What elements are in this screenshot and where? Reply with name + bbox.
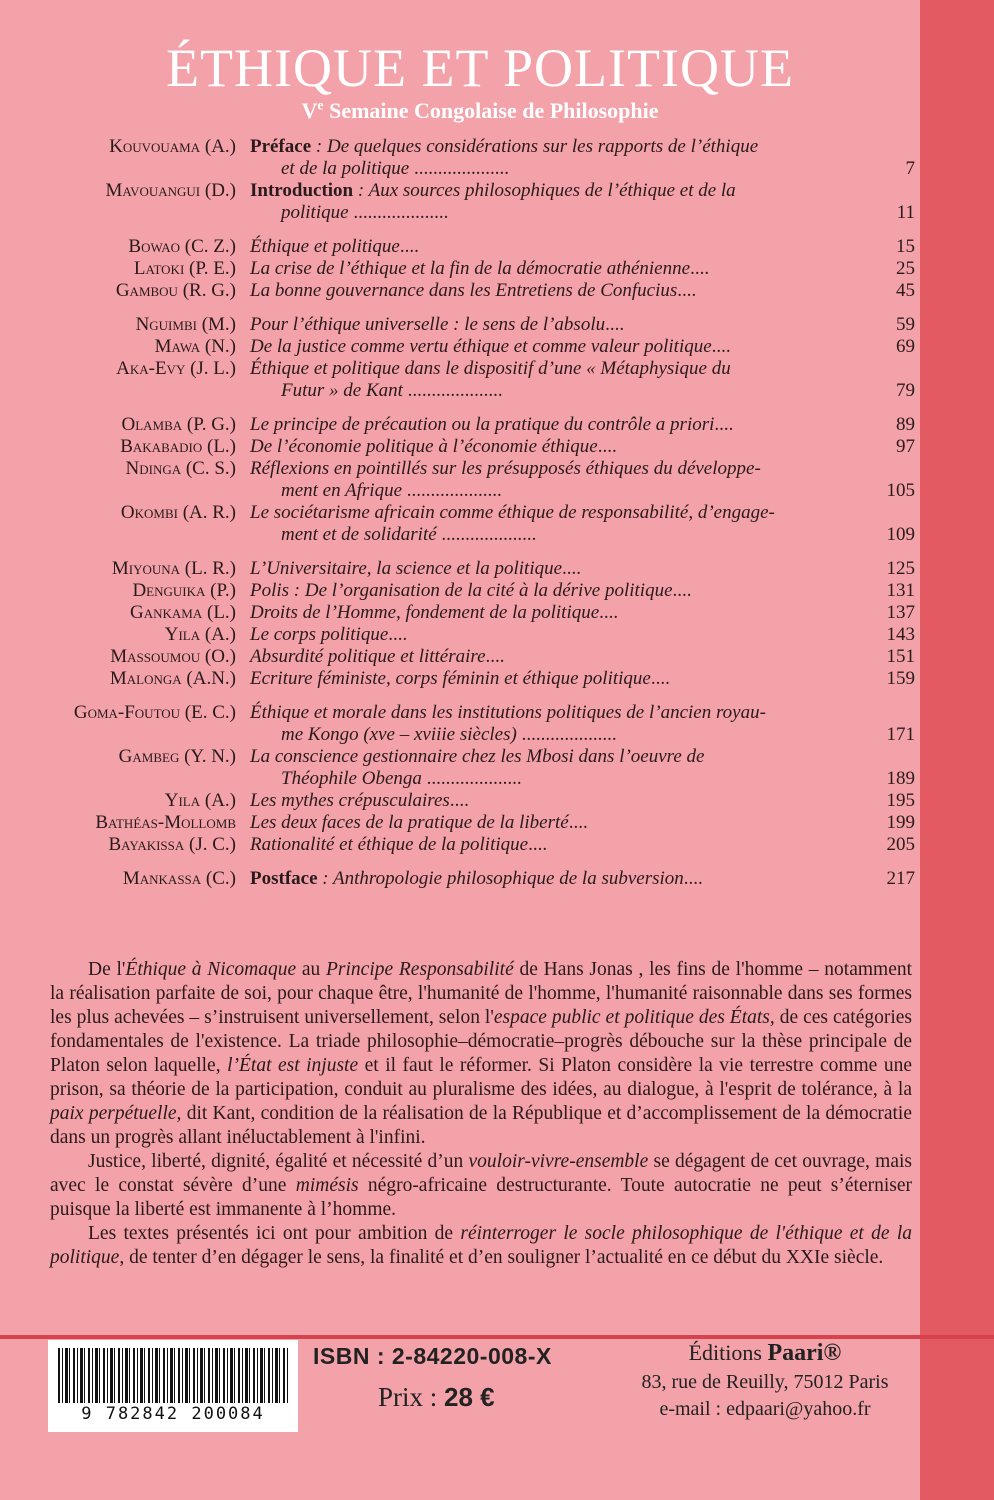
toc-page-number: 7 xyxy=(905,158,915,179)
toc-title: De l’économie politique à l’économie éthique.... xyxy=(250,436,617,457)
toc-page-number: 125 xyxy=(886,558,915,579)
toc-entry xyxy=(0,868,915,890)
toc-page-number: 11 xyxy=(896,202,915,223)
toc-title: L’Universitaire, la science et la politique.... xyxy=(250,558,582,579)
toc-author: Gambeg (Y. N.) xyxy=(118,746,236,767)
toc-author: Malonga (A.N.) xyxy=(109,668,236,689)
header xyxy=(0,40,960,124)
toc-author: Ndinga (C. S.) xyxy=(125,458,236,479)
toc-entry xyxy=(0,136,915,180)
toc-title: Pour l’éthique universelle : le sens de l’absolu.... xyxy=(250,314,625,335)
toc-title: Réflexions en pointillés sur les présupposés éthiques du développe- ment en Afrique .................... xyxy=(250,458,761,501)
toc-page-number: 171 xyxy=(886,724,915,745)
toc-entry xyxy=(0,414,915,436)
back-cover-text xyxy=(50,958,912,1270)
toc-author: Massoumou (O.) xyxy=(110,646,236,667)
toc-gap xyxy=(0,546,915,558)
toc-author: Yila (A.) xyxy=(164,790,236,811)
toc-author: Mavouangui (D.) xyxy=(105,180,236,201)
toc-entry xyxy=(0,502,915,546)
toc-title: Polis : De l’organisation de la cité à la dérive politique.... xyxy=(250,580,692,601)
toc-page-number: 89 xyxy=(896,414,915,435)
toc-author: Gambou (R. G.) xyxy=(115,280,236,301)
toc-title: Le sociétarisme africain comme éthique de responsabilité, d’engage- ment et de solidarité .................... xyxy=(250,502,775,545)
toc-entry xyxy=(0,458,915,502)
toc-page-number: 105 xyxy=(886,480,915,501)
toc-title: Postface : Anthropologie philosophique de la subversion.... xyxy=(250,868,703,889)
barcode xyxy=(48,1340,298,1432)
toc-page-number: 97 xyxy=(896,436,915,457)
toc-entry xyxy=(0,236,915,258)
paragraph-3: Les textes présentés ici ont pour ambition de réinterroger le socle philosophique de l'éthique et de la politique, de tenter d’en dégager le sens, la finalité et d’en souligner l’actualité en ce début du XXIe siècle. xyxy=(50,1223,912,1268)
toc-entry xyxy=(0,580,915,602)
toc-title: La crise de l’éthique et la fin de la démocratie athénienne.... xyxy=(250,258,710,279)
barcode-number: 9 782842 200084 xyxy=(81,1404,265,1424)
toc-page-number: 195 xyxy=(886,790,915,811)
price: Prix : 28 € xyxy=(378,1382,495,1412)
toc-entry xyxy=(0,258,915,280)
toc-page-number: 131 xyxy=(886,580,915,601)
toc-title: Le principe de précaution ou la pratique du contrôle a priori.... xyxy=(250,414,734,435)
toc-entry xyxy=(0,336,915,358)
toc-entry xyxy=(0,790,915,812)
toc-page-number: 137 xyxy=(886,602,915,623)
toc-title: Introduction : Aux sources philosophiques de l’éthique et de la politique .................... xyxy=(250,180,736,223)
toc-gap xyxy=(0,690,915,702)
barcode-bars xyxy=(58,1348,290,1403)
toc-author: Yila (A.) xyxy=(164,624,236,645)
paragraph-2: Justice, liberté, dignité, égalité et nécessité d’un vouloir-vivre-ensemble se dégagent de cet ouvrage, mais avec le constat sévère d’une mimésis négro-africaine destructurante. Toute autocratie ne peut s’éterniser puisque la liberté est immanente à l’homme. xyxy=(50,1151,913,1220)
toc-author: Latoki (P. E.) xyxy=(133,258,236,279)
toc-page-number: 45 xyxy=(896,280,915,301)
toc-entry xyxy=(0,812,915,834)
toc-title: Éthique et politique.... xyxy=(250,236,419,257)
subtitle-roman: V xyxy=(301,98,318,123)
toc-title: Éthique et politique dans le dispositif d’une « Métaphysique du Futur » de Kant .................... xyxy=(250,358,731,401)
toc-author: Olamba (P. G.) xyxy=(121,414,236,435)
toc-author: Aka-Evy (J. L.) xyxy=(116,358,236,379)
toc-author: Goma-Foutou (E. C.) xyxy=(73,702,236,723)
toc-author: Mawa (N.) xyxy=(154,336,236,357)
toc-title: De la justice comme vertu éthique et comme valeur politique.... xyxy=(250,336,731,357)
publisher-email: e-mail : edpaari@yahoo.fr xyxy=(659,1398,871,1420)
spine-band xyxy=(920,0,994,1500)
toc-title: Éthique et morale dans les institutions politiques de l’ancien royau- me Kongo (xve – xviiie siècles) .................... xyxy=(250,702,766,745)
subtitle-sup: e xyxy=(317,98,324,114)
subtitle-text: Semaine Congolaise de Philosophie xyxy=(329,98,659,123)
toc-page-number: 199 xyxy=(886,812,915,833)
toc-entry xyxy=(0,314,915,336)
toc-page-number: 59 xyxy=(896,314,915,335)
toc-page-number: 15 xyxy=(896,236,915,257)
toc-title: Les deux faces de la pratique de la liberté.... xyxy=(250,812,588,833)
toc-entry xyxy=(0,436,915,458)
publisher-address: 83, rue de Reuilly, 75012 Paris xyxy=(641,1371,889,1393)
toc-gap xyxy=(0,402,915,414)
toc-title: Le corps politique.... xyxy=(250,624,408,645)
toc-title: La bonne gouvernance dans les Entretiens de Confucius.... xyxy=(250,280,697,301)
toc-title: Droits de l’Homme, fondement de la politique.... xyxy=(250,602,619,623)
paragraph-1: De l'Éthique à Nicomaque au Principe Responsabilité de Hans Jonas , les fins de l'homme – notamment la réalisation parfaite de soi, pour chaque être, l'humanité de l'homme, l'humanité raisonnable dans ses formes les plus achevées – s’instruisent universellement, selon l'espace public et politique des États, de ces catégories fondamentales de l'existence. La triade philosophie–démocratie–progrès débouche sur la thèse principale de Platon selon laquelle, l’État est injuste et il faut le réformer. Si Platon considère la vie terrestre comme une prison, sa théorie de la participation, conduit au pluralisme des idées, au dialogue, à l'esprit de tolérance, à la paix perpétuelle, dit Kant, condition de la réalisation de la République et d’accomplissement de la démocratie dans un progrès allant inéluctablement à l'infini. xyxy=(50,959,913,1148)
toc-author: Bayakissa (J. C.) xyxy=(108,834,236,855)
toc-author: Miyouna (L. R.) xyxy=(111,558,236,579)
toc-gap xyxy=(0,302,915,314)
price-value: 28 € xyxy=(444,1382,495,1412)
toc-entry xyxy=(0,280,915,302)
toc-page-number: 109 xyxy=(886,524,915,545)
publisher-name: Éditions Paari® xyxy=(688,1340,842,1366)
book-title: ÉTHIQUE ET POLITIQUE xyxy=(166,38,794,98)
toc-author: Bathéas-Mollomb xyxy=(95,812,236,833)
separator-line xyxy=(0,1335,994,1339)
toc-title: Absurdité politique et littéraire.... xyxy=(250,646,505,667)
toc-author: Bakabadio (L.) xyxy=(120,436,236,457)
toc-entry xyxy=(0,602,915,624)
toc-entry xyxy=(0,834,915,856)
toc-page-number: 159 xyxy=(886,668,915,689)
toc-page-number: 69 xyxy=(896,336,915,357)
toc-title: Les mythes crépusculaires.... xyxy=(250,790,469,811)
publisher-brand: Paari® xyxy=(767,1340,842,1366)
toc-entry xyxy=(0,358,915,402)
toc-page-number: 189 xyxy=(886,768,915,789)
toc-page-number: 79 xyxy=(896,380,915,401)
toc-author: Okombi (A. R.) xyxy=(120,502,236,523)
toc-author: Nguimbi (M.) xyxy=(135,314,236,335)
toc-author: Denguika (P.) xyxy=(132,580,236,601)
toc-author: Gankama (L.) xyxy=(130,602,236,623)
toc-author: Mankassa (C.) xyxy=(122,868,236,889)
toc-page-number: 151 xyxy=(886,646,915,667)
isbn-label: ISBN : 2-84220-008-X xyxy=(313,1343,552,1369)
book-subtitle xyxy=(0,98,960,124)
toc-page-number: 217 xyxy=(886,868,915,889)
toc-gap xyxy=(0,224,915,236)
toc-entry xyxy=(0,558,915,580)
toc-page-number: 143 xyxy=(886,624,915,645)
toc-author: Kouvouama (A.) xyxy=(109,136,236,157)
toc-page-number: 205 xyxy=(886,834,915,855)
table-of-contents xyxy=(0,136,915,890)
toc-entry xyxy=(0,702,915,746)
toc-title: Ecriture féministe, corps féminin et éthique politique.... xyxy=(250,668,670,689)
toc-gap xyxy=(0,856,915,868)
toc-entry xyxy=(0,746,915,790)
publisher-block xyxy=(620,1340,910,1421)
toc-title: La conscience gestionnaire chez les Mbosi dans l’oeuvre de Théophile Obenga .................... xyxy=(250,746,705,789)
toc-author: Bowao (C. Z.) xyxy=(128,236,236,257)
toc-entry xyxy=(0,646,915,668)
toc-page-number: 25 xyxy=(896,258,915,279)
toc-entry xyxy=(0,668,915,690)
toc-title: Rationalité et éthique de la politique.... xyxy=(250,834,548,855)
toc-title: Préface : De quelques considérations sur les rapports de l’éthique et de la politique .................... xyxy=(250,136,759,179)
toc-entry xyxy=(0,624,915,646)
toc-entry xyxy=(0,180,915,224)
